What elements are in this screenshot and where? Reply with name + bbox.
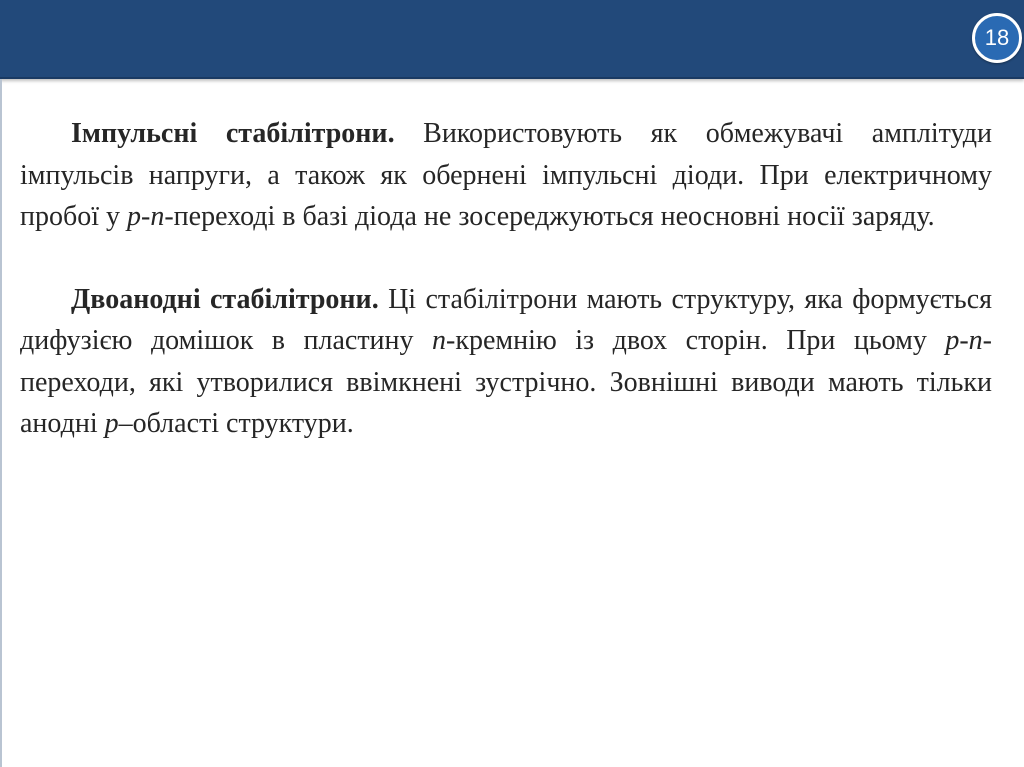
header-bar — [0, 0, 1024, 79]
paragraph-text: Використовують як обмежувачі амплітуди імпульсів напруги, а також як обернені імпульсні діоди. При електричному пробої у — [20, 118, 992, 232]
paragraph-text: Ці стабілітрони мають структуру, яка формується дифузією домішок в пластину — [20, 283, 993, 356]
paragraph-impulse-zener — [20, 113, 992, 238]
italic-term: p-n — [945, 325, 983, 356]
italic-term: p — [104, 408, 119, 439]
term-heading: Двоанодні стабілітрони. — [71, 283, 379, 315]
term-heading: Імпульсні стабілітрони. — [71, 118, 395, 149]
paragraph-text: -кремнію із двох сторін. При цьому — [446, 325, 946, 356]
paragraph-text: -переходи, які утворилися ввімкнені зустрічно. Зовнішні виводи мають тільки анодні — [20, 325, 992, 439]
left-border — [0, 79, 2, 767]
paragraph-text: –області структури. — [118, 408, 354, 439]
paragraph-double-anode-zener — [20, 279, 992, 445]
slide-body — [20, 113, 992, 445]
paragraph-text: -переході в базі діода не зосереджуються неосновні носії заряду. — [164, 201, 935, 232]
italic-term: n — [432, 325, 447, 356]
italic-term: p-n — [127, 201, 165, 232]
page-number-badge: 18 — [972, 13, 1022, 63]
